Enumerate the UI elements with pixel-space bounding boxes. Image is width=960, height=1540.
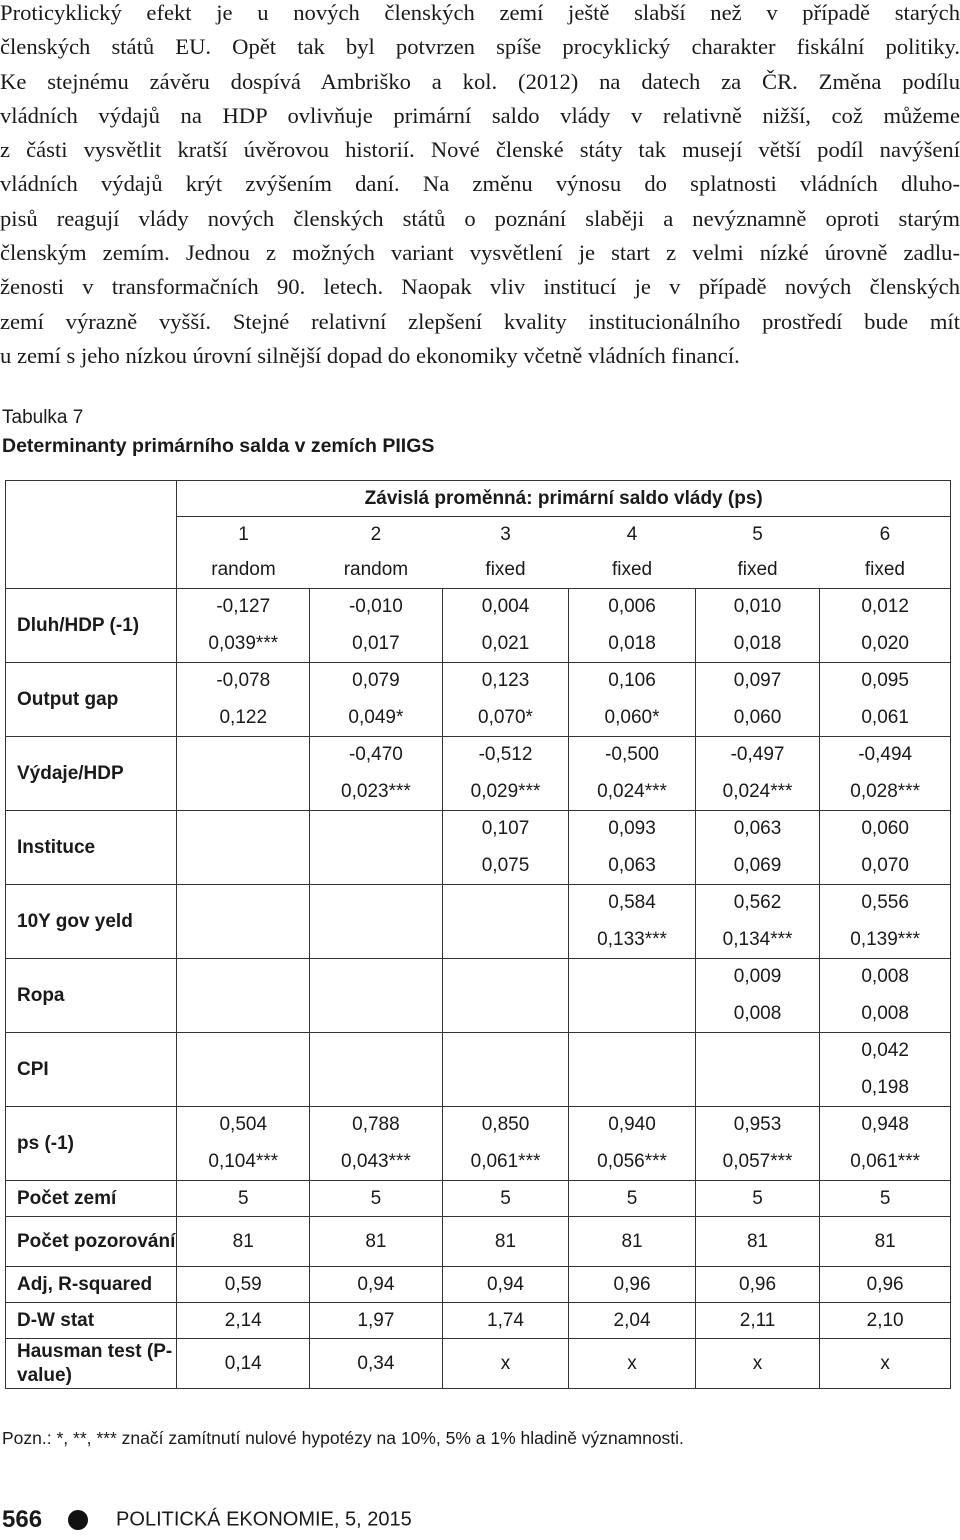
stat-value: 2,11 bbox=[695, 1303, 819, 1339]
stat-value: x bbox=[442, 1339, 569, 1389]
estimate-cell bbox=[177, 737, 310, 811]
stat-value: 0,96 bbox=[695, 1267, 819, 1303]
coefficient: 0,562 bbox=[733, 892, 782, 913]
standard-error: 0,104*** bbox=[208, 1150, 279, 1172]
stat-value: 2,14 bbox=[177, 1303, 310, 1339]
estimate-cell bbox=[177, 959, 310, 1033]
standard-error: 0,060* bbox=[604, 706, 660, 728]
variable-name: Výdaje/HDP bbox=[6, 737, 177, 811]
stat-value: 0,94 bbox=[310, 1267, 443, 1303]
model-type: fixed bbox=[569, 553, 696, 589]
coefficient: -0,497 bbox=[730, 744, 785, 765]
stat-value: 0,14 bbox=[177, 1339, 310, 1389]
standard-error: 0,134*** bbox=[722, 928, 793, 950]
coefficient: -0,078 bbox=[216, 670, 271, 691]
model-number: 3 bbox=[500, 523, 511, 545]
coefficient: 0,008 bbox=[861, 966, 909, 987]
standard-error: 0,198 bbox=[861, 1076, 909, 1098]
standard-error: 0,060 bbox=[733, 706, 782, 728]
coefficient: -0,494 bbox=[858, 744, 913, 765]
estimate-cell bbox=[569, 1033, 696, 1107]
stat-value: 0,34 bbox=[310, 1339, 443, 1389]
variable-name: Instituce bbox=[6, 811, 177, 885]
paragraph-line: zemí výrazně vyšší. Stejné relativní zlepšení kvality institucionálního prostředí bude mít bbox=[0, 308, 960, 334]
corner-cell bbox=[6, 481, 177, 589]
estimate-cell bbox=[310, 811, 443, 885]
coefficient: 0,063 bbox=[733, 818, 782, 839]
standard-error: 0,018 bbox=[608, 632, 656, 654]
stat-value: 1,74 bbox=[442, 1303, 569, 1339]
stat-value: 2,10 bbox=[820, 1303, 951, 1339]
standard-error: 0,024*** bbox=[722, 780, 793, 802]
page-footer bbox=[2, 1506, 412, 1540]
coefficient: 0,079 bbox=[352, 670, 400, 691]
standard-error: 0,028*** bbox=[850, 780, 920, 802]
estimate-cell bbox=[442, 1107, 569, 1181]
paragraph-line: z části vysvětlit kratší úvěrovou historií. Nové členské státy tak musejí větší podíl navýšení bbox=[0, 137, 960, 163]
standard-error: 0,008 bbox=[733, 1002, 782, 1024]
estimate-cell bbox=[695, 1033, 819, 1107]
standard-error: 0,122 bbox=[219, 706, 268, 728]
variable-name: Dluh/HDP (-1) bbox=[6, 589, 177, 663]
standard-error: 0,008 bbox=[861, 1002, 909, 1024]
table-title: Determinanty primárního salda v zemích PIIGS bbox=[2, 435, 435, 457]
estimate-cell bbox=[310, 959, 443, 1033]
variable-name: Ropa bbox=[6, 959, 177, 1033]
estimate-cell bbox=[695, 589, 819, 663]
stats-row bbox=[6, 1303, 951, 1339]
model-type: fixed bbox=[695, 553, 819, 589]
coefficient: 0,584 bbox=[608, 892, 656, 913]
stat-value: 0,59 bbox=[177, 1267, 310, 1303]
variable-name: Output gap bbox=[6, 663, 177, 737]
table-label: Tabulka 7 bbox=[2, 407, 84, 428]
table-note: Pozn.: *, **, *** značí zamítnutí nulové hypotézy na 10%, 5% a 1% hladině významnosti. bbox=[2, 1428, 684, 1448]
estimate-cell bbox=[442, 737, 569, 811]
coefficient: 0,504 bbox=[219, 1114, 268, 1135]
estimate-cell bbox=[569, 959, 696, 1033]
estimate-cell bbox=[177, 885, 310, 959]
estimate-cell bbox=[820, 959, 951, 1033]
coefficient: 0,042 bbox=[861, 1040, 909, 1061]
coefficient: 0,012 bbox=[861, 596, 909, 617]
variable-name: 10Y gov yeld bbox=[6, 885, 177, 959]
standard-error: 0,029*** bbox=[470, 780, 541, 802]
stat-name: Hausman test (P-value) bbox=[6, 1339, 177, 1389]
standard-error: 0,061 bbox=[861, 706, 909, 728]
estimate-cell bbox=[695, 959, 819, 1033]
coefficient: 0,004 bbox=[481, 596, 530, 617]
coefficient: 0,953 bbox=[733, 1114, 782, 1135]
paragraph-line: pisů reagují vlády nových členských států o poznání slaběji a nevýznamně oproti starým bbox=[0, 205, 960, 231]
coefficient: 0,788 bbox=[352, 1114, 400, 1135]
estimate-cell bbox=[177, 1107, 310, 1181]
stat-value: 5 bbox=[177, 1181, 310, 1217]
estimate-cell bbox=[442, 959, 569, 1033]
paragraph-line: členských států EU. Opět tak byl potvrzen spíše procyklický charakter fiskální politiky. bbox=[0, 34, 960, 60]
estimate-cell bbox=[442, 1033, 569, 1107]
stat-value: 0,96 bbox=[820, 1267, 951, 1303]
coefficient: 0,093 bbox=[608, 818, 656, 839]
regression-table bbox=[5, 480, 951, 1389]
coefficient: 0,106 bbox=[608, 670, 656, 691]
estimate-cell bbox=[310, 663, 443, 737]
estimate-cell bbox=[177, 663, 310, 737]
estimate-cell bbox=[695, 811, 819, 885]
standard-error: 0,133*** bbox=[597, 928, 667, 950]
estimate-cell bbox=[310, 1107, 443, 1181]
stat-value: x bbox=[820, 1339, 951, 1389]
stat-value: 81 bbox=[310, 1217, 443, 1267]
estimate-cell bbox=[820, 663, 951, 737]
model-type: random bbox=[310, 553, 443, 589]
table-row bbox=[6, 811, 951, 885]
estimate-cell bbox=[442, 589, 569, 663]
stat-value: 1,97 bbox=[310, 1303, 443, 1339]
variable-name: CPI bbox=[6, 1033, 177, 1107]
body-paragraph bbox=[0, 0, 960, 373]
stat-value: 5 bbox=[442, 1181, 569, 1217]
stats-row bbox=[6, 1217, 951, 1267]
estimate-cell bbox=[442, 811, 569, 885]
stat-name: D-W stat bbox=[6, 1303, 177, 1339]
table-row bbox=[6, 1033, 951, 1107]
estimate-cell bbox=[177, 589, 310, 663]
coefficient: -0,512 bbox=[478, 744, 533, 765]
coefficient: -0,010 bbox=[348, 596, 403, 617]
stat-name: Počet zemí bbox=[6, 1181, 177, 1217]
standard-error: 0,056*** bbox=[597, 1150, 667, 1172]
coefficient: 0,006 bbox=[608, 596, 656, 617]
model-type: random bbox=[177, 553, 310, 589]
table-row bbox=[6, 737, 951, 811]
standard-error: 0,075 bbox=[481, 854, 530, 876]
table-row bbox=[6, 1107, 951, 1181]
model-number: 4 bbox=[626, 523, 638, 545]
coefficient: 0,060 bbox=[861, 818, 909, 839]
model-number: 5 bbox=[752, 523, 763, 545]
estimate-cell bbox=[569, 1107, 696, 1181]
paragraph-line: vládních výdajů krýt zvýšením daní. Na změnu výnosu do splatnosti vládních dluho- bbox=[0, 171, 960, 197]
model-number: 1 bbox=[177, 517, 310, 553]
estimate-cell bbox=[820, 737, 951, 811]
stat-value: 5 bbox=[310, 1181, 443, 1217]
table-row bbox=[6, 885, 951, 959]
stat-value: 5 bbox=[569, 1181, 696, 1217]
estimate-cell bbox=[820, 1033, 951, 1107]
coefficient: -0,127 bbox=[216, 596, 271, 617]
estimate-cell bbox=[310, 589, 443, 663]
table-row bbox=[6, 959, 951, 1033]
stat-name: Počet pozorování bbox=[6, 1217, 177, 1267]
coefficient: 0,095 bbox=[861, 670, 909, 691]
page-number: 566 bbox=[2, 1506, 43, 1533]
estimate-cell bbox=[310, 885, 443, 959]
estimate-cell bbox=[177, 811, 310, 885]
standard-error: 0,061*** bbox=[470, 1150, 541, 1172]
stat-value: x bbox=[569, 1339, 696, 1389]
dependent-variable-header: Závislá proměnná: primární saldo vlády (ps) bbox=[177, 481, 951, 517]
paragraph-line: Ke stejnému závěru dospívá Ambriško a kol. (2012) na datech za ČR. Změna podílu bbox=[0, 68, 960, 94]
standard-error: 0,057*** bbox=[722, 1150, 793, 1172]
standard-error: 0,049* bbox=[348, 706, 404, 728]
estimate-cell bbox=[310, 1033, 443, 1107]
stats-row bbox=[6, 1339, 951, 1389]
standard-error: 0,069 bbox=[733, 854, 782, 876]
journal-name: POLITICKÁ EKONOMIE, 5, 2015 bbox=[116, 1508, 412, 1531]
model-type: fixed bbox=[442, 553, 569, 589]
estimate-cell bbox=[695, 663, 819, 737]
stat-value: 5 bbox=[820, 1181, 951, 1217]
table-row bbox=[6, 663, 951, 737]
table-row bbox=[6, 589, 951, 663]
model-number: 2 bbox=[370, 523, 382, 545]
estimate-cell bbox=[310, 737, 443, 811]
estimate-cell bbox=[820, 589, 951, 663]
stat-value: 81 bbox=[569, 1217, 696, 1267]
stat-value: 81 bbox=[820, 1217, 951, 1267]
paragraph-line: Proticyklický efekt je u nových členských zemí ještě slabší než v případě starých bbox=[0, 0, 960, 25]
standard-error: 0,017 bbox=[352, 632, 400, 654]
estimate-cell bbox=[820, 1107, 951, 1181]
stats-row bbox=[6, 1267, 951, 1303]
coefficient: 0,948 bbox=[861, 1114, 909, 1135]
coefficient: 0,107 bbox=[481, 818, 530, 839]
stat-value: 81 bbox=[442, 1217, 569, 1267]
stat-value: 0,96 bbox=[569, 1267, 696, 1303]
standard-error: 0,061*** bbox=[850, 1150, 920, 1172]
coefficient: -0,470 bbox=[348, 744, 403, 765]
standard-error: 0,021 bbox=[481, 632, 530, 654]
estimate-cell bbox=[569, 811, 696, 885]
standard-error: 0,070 bbox=[861, 854, 909, 876]
estimate-cell bbox=[569, 885, 696, 959]
standard-error: 0,043*** bbox=[341, 1150, 411, 1172]
standard-error: 0,139*** bbox=[850, 928, 920, 950]
coefficient: 0,123 bbox=[481, 670, 530, 691]
estimate-cell bbox=[442, 885, 569, 959]
standard-error: 0,018 bbox=[733, 632, 782, 654]
coefficient: 0,556 bbox=[861, 892, 909, 913]
paragraph-line: ženosti v transformačních 90. letech. Naopak vliv institucí je v případě nových členských bbox=[0, 274, 960, 300]
standard-error: 0,023*** bbox=[341, 780, 411, 802]
coefficient: 0,097 bbox=[733, 670, 782, 691]
stats-row bbox=[6, 1181, 951, 1217]
estimate-cell bbox=[695, 737, 819, 811]
estimate-cell bbox=[695, 1107, 819, 1181]
model-type: fixed bbox=[820, 553, 951, 589]
coefficient: 0,010 bbox=[733, 596, 782, 617]
stat-value: 5 bbox=[695, 1181, 819, 1217]
estimate-cell bbox=[695, 885, 819, 959]
estimate-cell bbox=[820, 885, 951, 959]
standard-error: 0,039*** bbox=[208, 632, 279, 654]
estimate-cell bbox=[442, 663, 569, 737]
coefficient: 0,850 bbox=[481, 1114, 530, 1135]
stat-name: Adj, R-squared bbox=[6, 1267, 177, 1303]
paragraph-line: vládních výdajů na HDP ovlivňuje primární saldo vlády v relativně nižší, což můžeme bbox=[0, 102, 960, 128]
paragraph-line: u zemí s jeho nízkou úrovní silnější dopad do ekonomiky včetně vládních financí. bbox=[0, 342, 740, 368]
variable-name: ps (-1) bbox=[6, 1107, 177, 1181]
estimate-cell bbox=[177, 1033, 310, 1107]
standard-error: 0,070* bbox=[478, 706, 533, 728]
standard-error: 0,020 bbox=[861, 632, 909, 654]
estimate-cell bbox=[569, 663, 696, 737]
coefficient: -0,500 bbox=[605, 744, 659, 765]
paragraph-line: členským zemím. Jednou z možných variant vysvětlení je start z velmi nízké úrovně zadlu- bbox=[0, 240, 960, 266]
estimate-cell bbox=[569, 737, 696, 811]
bullet-icon bbox=[68, 1510, 88, 1530]
header-row bbox=[6, 481, 951, 517]
stat-value: 81 bbox=[695, 1217, 819, 1267]
model-number: 6 bbox=[820, 517, 951, 553]
estimate-cell bbox=[820, 811, 951, 885]
stat-value: 2,04 bbox=[569, 1303, 696, 1339]
standard-error: 0,024*** bbox=[597, 780, 667, 802]
stat-value: 0,94 bbox=[442, 1267, 569, 1303]
coefficient: 0,009 bbox=[733, 966, 782, 987]
coefficient: 0,940 bbox=[608, 1114, 656, 1135]
stat-value: x bbox=[695, 1339, 819, 1389]
stat-value: 81 bbox=[177, 1217, 310, 1267]
estimate-cell bbox=[569, 589, 696, 663]
standard-error: 0,063 bbox=[608, 854, 656, 876]
